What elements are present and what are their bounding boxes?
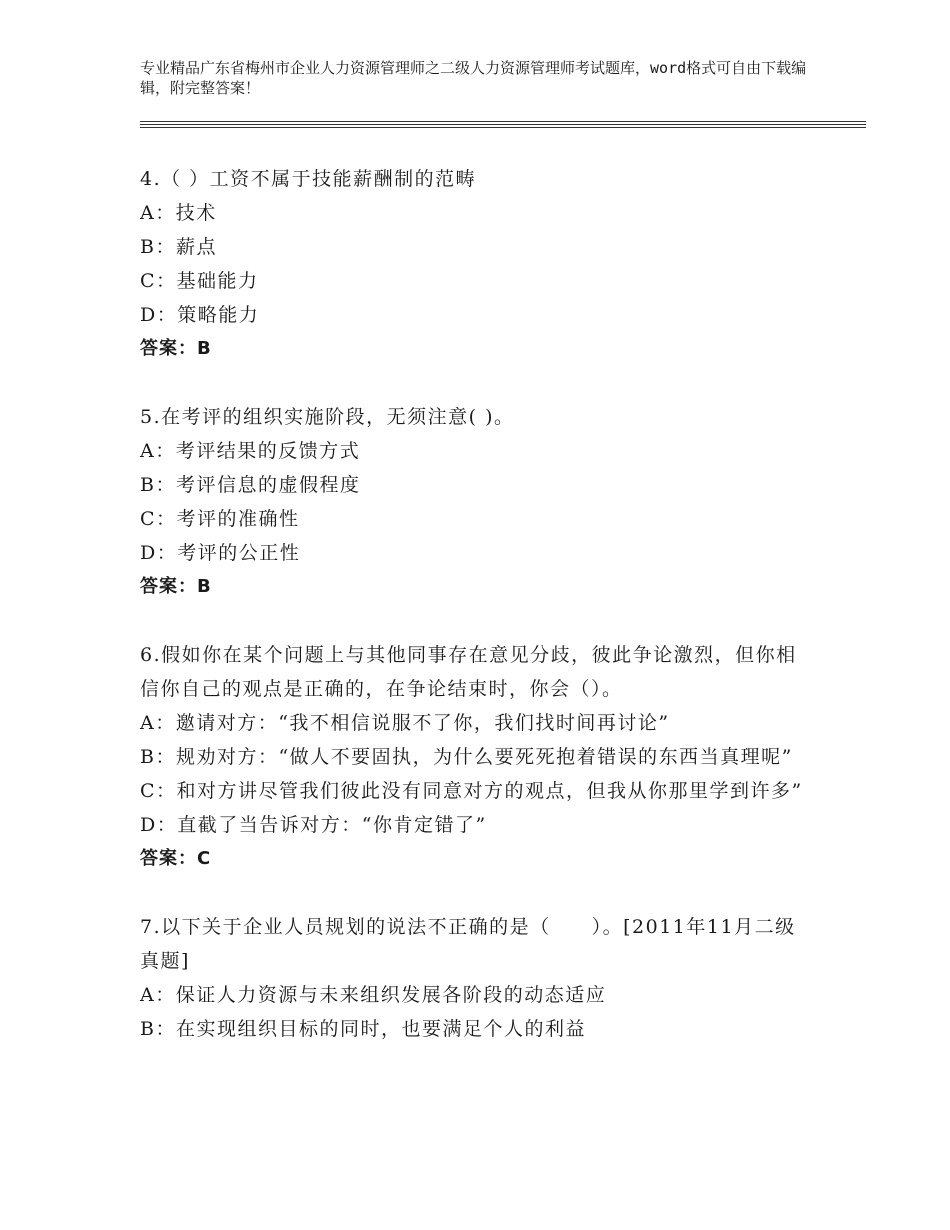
option-c: C：考评的准确性 [140,508,300,530]
option-d: D：策略能力 [140,304,260,326]
option-a: A：技术 [140,202,217,224]
option-b: B：在实现组织目标的同时，也要满足个人的利益 [140,1018,586,1040]
option-b: B：考评信息的虚假程度 [140,474,361,496]
question-4 [140,162,810,366]
option-b: B：薪点 [140,236,217,258]
answer-label: 答案：C [140,848,212,869]
question-7 [140,910,810,1046]
question-stem: 7.以下关于企业人员规划的说法不正确的是（ ）。[2011年11月二级真题] [140,916,796,972]
question-6 [140,638,810,876]
option-a: A：保证人力资源与未来组织发展各阶段的动态适应 [140,984,607,1006]
option-d: D：直截了当告诉对方：“你肯定错了” [140,814,487,836]
question-5 [140,400,810,604]
question-stem: 6.假如你在某个问题上与其他同事存在意见分歧，彼此争论激烈，但你相信你自己的观点是正确的，在争论结束时，你会（）。 [140,644,797,700]
header-rule [140,124,866,125]
question-list [140,162,810,1080]
header-rule [140,127,866,128]
option-b: B：规劝对方：“做人不要固执，为什么要死死抱着错误的东西当真理呢” [140,746,793,768]
option-a: A：邀请对方：“我不相信说服不了你，我们找时间再讨论” [140,712,670,734]
option-a: A：考评结果的反馈方式 [140,440,361,462]
option-d: D：考评的公正性 [140,542,301,564]
header-rule [140,121,866,122]
answer-label: 答案：B [140,338,212,359]
question-stem: 5.在考评的组织实施阶段，无须注意( )。 [140,406,515,428]
question-stem: 4.（ ）工资不属于技能薪酬制的范畴 [140,168,477,190]
option-c: C：和对方讲尽管我们彼此没有同意对方的观点，但我从你那里学到许多” [140,780,803,802]
option-c: C：基础能力 [140,270,259,292]
document-header: 专业精品广东省梅州市企业人力资源管理师之二级人力资源管理师考试题库，word格式可自由下载编辑，附完整答案！ [140,59,807,97]
answer-label: 答案：B [140,576,212,597]
